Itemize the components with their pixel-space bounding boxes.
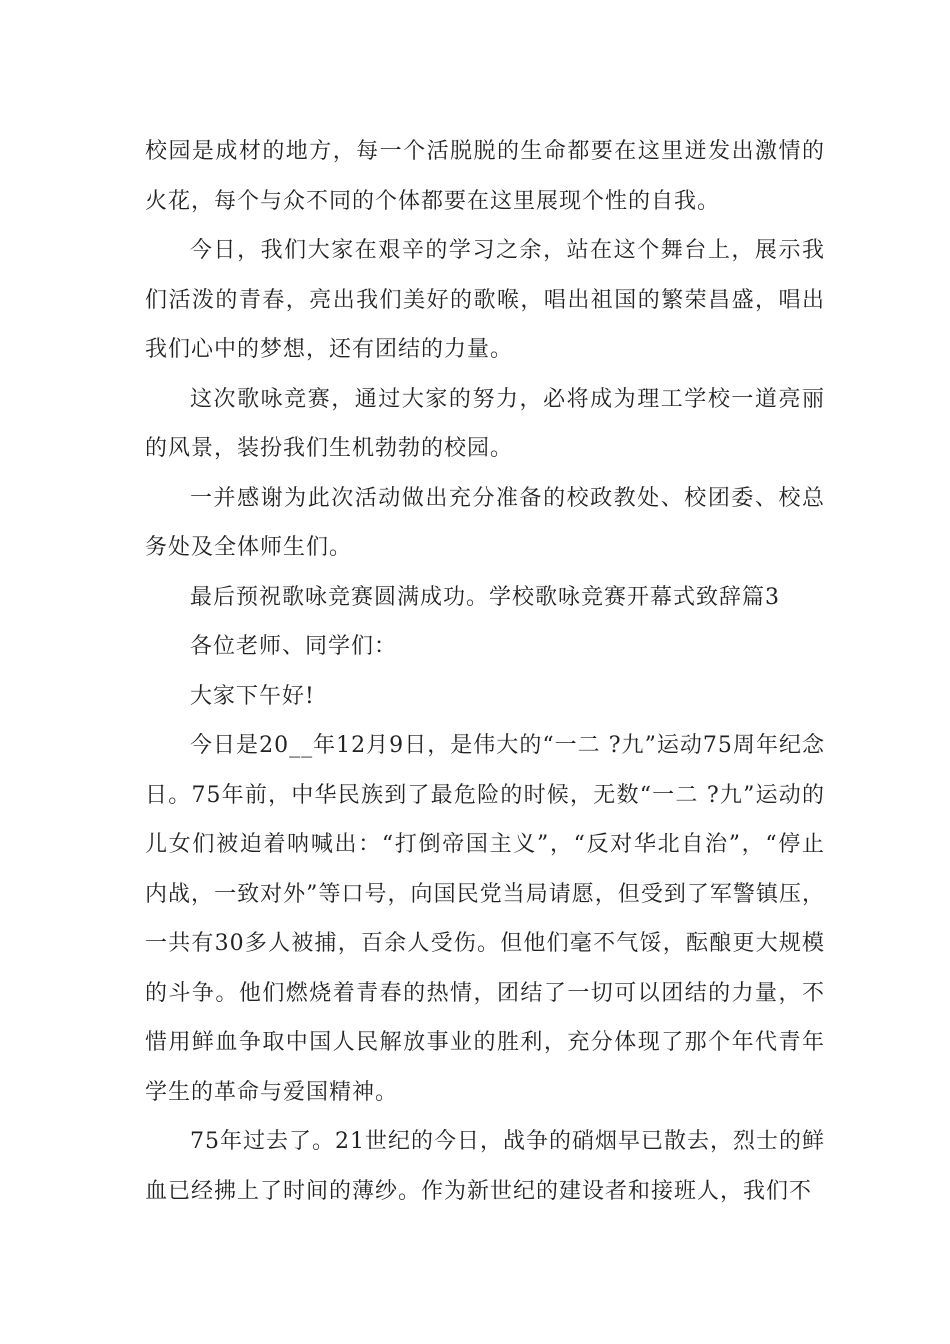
document-body — [145, 127, 825, 1216]
paragraph-3: 这次歌咏竞赛，通过大家的努力，必将成为理工学校一道亮丽的风景，装扮我们生机勃勃的校园。 — [145, 386, 825, 461]
paragraph-8: 今日是20__年12月9日，是伟大的“一二 ?九”运动75周年纪念日。75年前，中华民族到了最危险的时候，无数“一二 ?九”运动的儿女们被迫着呐喊出：“打倒帝国主义”，“反对华北自治”，“停止内战，一致对外”等口号，向国民党当局请愿，但受到了军警镇压，一共有30多人被捕，百余人受伤。但他们毫不气馁，酝酿更大规模的斗争。他们燃烧着青春的热情，团结了一切可以团结的力量，不惜用鲜血争取中国人民解放事业的胜利，充分体现了那个年代青年学生的革命与爱国精神。 — [145, 733, 825, 1105]
salutation: 各位老师、同学们： — [190, 634, 398, 659]
paragraph-9: 75年过去了。21世纪的今日，战争的硝烟早已散去，烈士的鲜血已经拂上了时间的薄纱。作为新世纪的建设者和接班人，我们不 — [145, 1129, 825, 1204]
greeting: 大家下午好! — [190, 683, 315, 709]
paragraph-1: 校园是成材的地方，每一个活脱脱的生命都要在这里迸发出激情的火花，每个与众不同的个体都要在这里展现个性的自我。 — [145, 139, 825, 214]
paragraph-2: 今日，我们大家在艰辛的学习之余，站在这个舞台上，展示我们活泼的青春，亮出我们美好的歌喉，唱出祖国的繁荣昌盛，唱出我们心中的梦想，还有团结的力量。 — [145, 238, 825, 362]
paragraph-4: 一并感谢为此次活动做出充分准备的校政教处、校团委、校总务处及全体师生们。 — [145, 485, 825, 560]
paragraph-5: 最后预祝歌咏竞赛圆满成功。学校歌咏竞赛开幕式致辞篇3 — [190, 584, 780, 610]
